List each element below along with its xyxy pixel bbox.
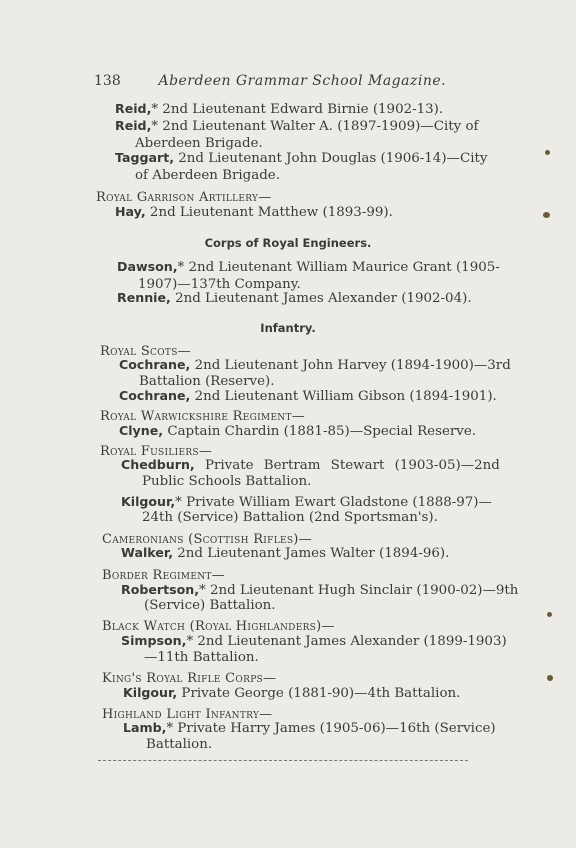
entry-name: Dawson, <box>117 259 178 274</box>
roll-entry <box>119 355 511 376</box>
paper-speck <box>545 150 550 155</box>
regiment-label: Black Watch (Royal Highlanders)— <box>102 619 335 634</box>
regiment-label: Royal Scots— <box>100 344 191 359</box>
roll-entry <box>123 718 496 739</box>
entry-continuation: Battalion. <box>146 737 213 752</box>
roll-entry <box>117 288 472 309</box>
roll-entry <box>117 257 500 278</box>
entry-name: Lamb, <box>123 720 167 735</box>
entry-detail: * Private Harry James (1905-06)—16th (Service) <box>166 721 496 736</box>
roll-entry <box>119 421 476 442</box>
entry-continuation: (Service) Battalion. <box>144 598 276 613</box>
regiment-label: Royal Fusiliers— <box>100 444 213 459</box>
entry-detail: * 2nd Lieutenant Edward Birnie (1902-13). <box>151 102 444 117</box>
entry-name: Cochrane, <box>119 388 191 403</box>
entry-detail: * 2nd Lieutenant Hugh Sinclair (1900-02)—9th <box>199 583 519 598</box>
entry-detail: * Private William Ewart Gladstone (1888-97)— <box>175 495 492 510</box>
regiment-label: Royal Garrison Artillery— <box>96 190 272 205</box>
entry-continuation: Battalion (Reserve). <box>139 374 275 389</box>
regiment-label: Highland Light Infantry— <box>102 707 273 722</box>
roll-entry <box>115 202 393 223</box>
entry-detail: Private Bertram Stewart (1903-05)—2nd <box>194 458 500 473</box>
regiment-label: Cameronians (Scottish Rifles)— <box>102 532 312 547</box>
regiment-label: Border Regiment— <box>102 568 225 583</box>
entry-name: Simpson, <box>121 633 187 648</box>
entry-continuation: Aberdeen Brigade. <box>135 136 263 151</box>
end-rule <box>98 760 468 761</box>
paper-speck <box>547 675 553 681</box>
entry-name: Chedburn, <box>121 457 195 472</box>
entry-detail: * 2nd Lieutenant James Alexander (1899-1903) <box>186 634 507 649</box>
roll-entry <box>121 543 449 564</box>
entry-continuation: Public Schools Battalion. <box>142 474 312 489</box>
entry-detail: 2nd Lieutenant John Harvey (1894-1900)—3rd <box>190 358 511 373</box>
entry-detail: Private George (1881-90)—4th Battalion. <box>177 686 461 701</box>
entry-name: Reid, <box>115 118 152 133</box>
magazine-title: Aberdeen Grammar School Magazine. <box>158 73 447 89</box>
entry-detail: 2nd Lieutenant Matthew (1893-99). <box>145 205 393 220</box>
entry-name: Clyne, <box>119 423 164 438</box>
entry-name: Kilgour, <box>121 494 176 509</box>
entry-name: Rennie, <box>117 290 171 305</box>
entry-name: Taggart, <box>115 150 175 165</box>
entry-continuation: of Aberdeen Brigade. <box>135 168 280 183</box>
entry-name: Cochrane, <box>119 357 191 372</box>
regiment-label: Royal Warwickshire Regiment— <box>100 409 306 424</box>
entry-detail: 2nd Lieutenant John Douglas (1906-14)—City <box>174 151 488 166</box>
roll-entry <box>123 683 460 704</box>
page-header <box>94 73 446 89</box>
entry-continuation: 1907)—137th Company. <box>138 277 301 292</box>
entry-continuation: —11th Battalion. <box>144 650 259 665</box>
entry-detail: * 2nd Lieutenant Walter A. (1897-1909)—City of <box>151 119 479 134</box>
roll-entry <box>119 386 497 407</box>
entry-name: Walker, <box>121 545 173 560</box>
roll-entry <box>115 148 487 169</box>
entry-continuation: 24th (Service) Battalion (2nd Sportsman's). <box>142 510 438 525</box>
paper-speck <box>543 212 550 218</box>
entry-detail: 2nd Lieutenant James Walter (1894-96). <box>172 546 450 561</box>
entry-name: Hay, <box>115 204 146 219</box>
entry-detail: 2nd Lieutenant William Gibson (1894-1901). <box>190 389 497 404</box>
roll-entry <box>115 116 478 137</box>
entry-name: Reid, <box>115 101 152 116</box>
regiment-label: King's Royal Rifle Corps— <box>102 671 277 686</box>
page-number: 138 <box>94 73 121 89</box>
section-heading: Corps of Royal Engineers. <box>204 236 372 250</box>
entry-detail: Captain Chardin (1881-85)—Special Reserve. <box>163 424 477 439</box>
paper-speck <box>547 612 552 617</box>
section-heading: Infantry. <box>260 321 316 335</box>
roll-entry <box>121 631 507 652</box>
entry-detail: 2nd Lieutenant James Alexander (1902-04). <box>170 291 472 306</box>
entry-name: Kilgour, <box>123 685 178 700</box>
entry-detail: * 2nd Lieutenant William Maurice Grant (1905- <box>177 260 500 275</box>
roll-entry <box>121 455 500 476</box>
entry-name: Robertson, <box>121 582 200 597</box>
